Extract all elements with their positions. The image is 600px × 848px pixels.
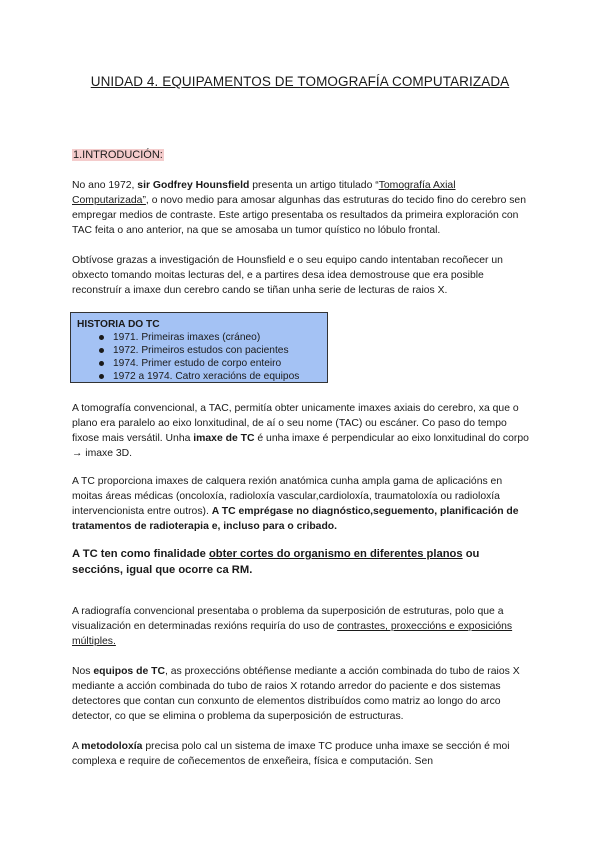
underlined-text: contrastes, proxeccións e exposicións múltiples.: [72, 621, 513, 647]
history-title: HISTORIA DO TC: [77, 319, 160, 330]
history-box: [70, 312, 328, 383]
paragraph-methodology: [72, 739, 532, 769]
paragraph-conventional-tomography: [72, 401, 532, 461]
text: precisa polo cal un sistema de imaxe TC produce unha imaxe se sección é moi complexa e require de coñecementos de enxeñeira, física e computación. Sen: [72, 741, 510, 767]
paragraph-superposition: [72, 604, 532, 649]
text: A tomografía convencional, a TAC, permitía obter unicamente imaxes axiais do cerebro, xa que o plano era paralelo ao eixo lonxitudinal, de aí o seu nome (TAC) ou escáner. Co paso do tempo fixose mais versátil. Unha: [72, 403, 519, 444]
bold-text: metodoloxía: [81, 741, 143, 752]
bold-text: equipos de TC: [93, 666, 165, 677]
history-item: 1971. Primeiras imaxes (cráneo): [99, 331, 321, 344]
text: A: [72, 741, 82, 752]
paragraph-reconstruction: Obtívose grazas a investigación de Hounsfield e o seu equipo cando intentaban recoñecer un obxecto tomando moitas lecturas del, e a partires desa idea demostrouse que era posible reconstruír a imaxe dun cerebro cando se tiñan unha serie de lecturas de raios X.: [72, 255, 503, 296]
text: , as proxeccións obtéñense mediante a acción combinada do tubo de raios X mediante a acción combinada do tubo de raios X rotando arredor do paciente e dos sistemas detectores que contan cun conxunto de elementos distribuídos como matriz ao longo do arco detector, co que se elimina o problema da superposición de estructuras.: [72, 666, 520, 722]
history-item: 1972. Primeiros estudos con pacientes: [99, 344, 321, 357]
underlined-text: Tomografía Axial Computarizada”: [72, 180, 456, 206]
document-title: UNIDAD 4. EQUIPAMENTOS DE TOMOGRAFÍA COMPUTARIZADA: [90, 74, 510, 89]
history-item: 1974. Primer estudo de corpo enteiro: [99, 357, 321, 370]
paragraph-applications: [72, 474, 532, 534]
history-list: [77, 331, 321, 383]
text: A radiografía convencional presentaba o problema da superposición de estruturas, polo que a visualización en determinadas rexións requiría do uso de: [72, 606, 504, 632]
text: No ano 1972,: [72, 180, 138, 191]
underlined-text: obter cortes do organismo en diferentes planos: [208, 548, 463, 560]
section-heading-introduction: 1.INTRODUCIÓN:: [73, 149, 163, 161]
text: presenta un artigo titulado “: [249, 180, 379, 191]
text: ou seccións, igual que ocorre ca RM.: [72, 548, 480, 576]
paragraph-purpose: [72, 546, 532, 578]
text: , o novo medio para amosar algunhas das estruturas do tecido fino do cerebro sen empregar medios de contraste. Este artigo presentaba os resultados da primeira exploración con TAC feita o ano anterior, na que se amosaba un tumor quístico no lóbulo frontal.: [72, 195, 526, 236]
text: é unha imaxe é perpendicular ao eixo lonxitudinal do corpo → imaxe 3D.: [72, 433, 529, 459]
text: Nos: [72, 666, 94, 677]
paragraph-hounsfield: [72, 178, 532, 238]
bold-text: sir Godfrey Hounsfield: [137, 180, 250, 191]
bold-text: imaxe de TC: [193, 433, 255, 444]
bold-text: A TC emprégase no diagnóstico,seguemento, planificación de tratamentos de radioterapia e, incluso para o cribado.: [72, 506, 519, 532]
text: A TC proporciona imaxes de calquera rexión anatómica cunha ampla gama de aplicacións en moitas áreas médicas (oncoloxía, radioloxía vascular,cardioloxía, traumatoloxía ou radioloxía intervencionista entre outros).: [72, 476, 503, 517]
history-item: 1972 a 1974. Catro xeracións de equipos: [99, 370, 321, 383]
text: A TC ten como finalidade: [72, 548, 209, 560]
paragraph-ct-equipment: [72, 664, 532, 724]
